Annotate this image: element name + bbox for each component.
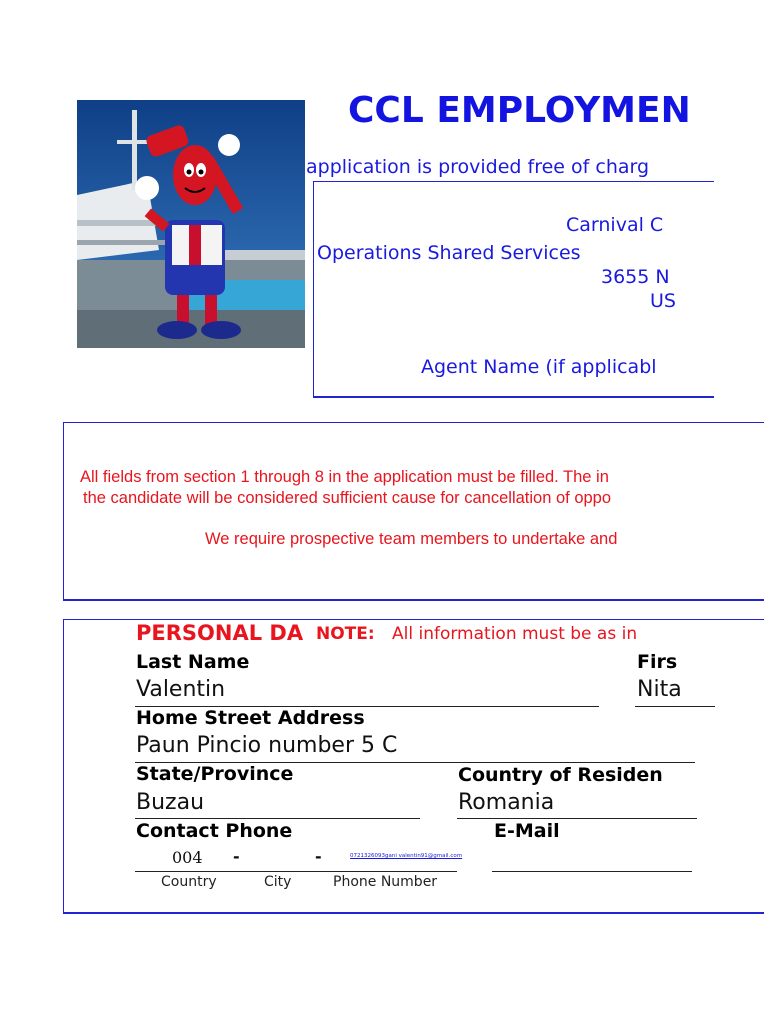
sub-label-phone-number: Phone Number (333, 874, 438, 890)
state-province-underline (135, 818, 420, 819)
notice-line-3: We require prospective team members to undertake and (205, 530, 618, 548)
phone-dash-1: - (233, 847, 240, 866)
page-title: CCL EMPLOYMEN (348, 90, 691, 131)
agent-name-label: Agent Name (if applicabl (421, 356, 657, 378)
first-name-underline (635, 706, 715, 707)
country-residence-underline (457, 818, 697, 819)
last-name-field[interactable]: Valentin (136, 677, 226, 702)
street-address-label: Home Street Address (136, 707, 365, 729)
state-province-field[interactable]: Buzau (136, 790, 205, 815)
country-residence-field[interactable]: Romania (458, 790, 555, 815)
section-title: PERSONAL DA (136, 621, 304, 645)
sub-label-city: City (264, 874, 292, 890)
email-label: E-Mail (494, 820, 560, 842)
contact-phone-label: Contact Phone (136, 820, 293, 842)
email-underline[interactable] (492, 871, 692, 872)
free-of-charge-note: application is provided free of charg (306, 156, 650, 178)
phone-country-field[interactable]: 004 (172, 848, 203, 867)
street-address-field[interactable]: Paun Pincio number 5 C (136, 733, 398, 758)
address-line-cut: Carnival C (566, 214, 664, 236)
note-text: All information must be as in (392, 624, 638, 644)
sub-label-country: Country (161, 874, 217, 890)
notice-box (63, 422, 764, 601)
note-label: NOTE: (316, 624, 375, 644)
phone-dash-2: - (315, 847, 322, 866)
phone-number-field[interactable]: 0721326093gani valentin91@gmail.com (350, 853, 463, 859)
state-province-label: State/Province (136, 763, 294, 785)
address-line-3: US (650, 290, 676, 312)
mascot-photo (77, 100, 305, 348)
country-residence-label: Country of Residen (458, 764, 663, 786)
last-name-label: Last Name (136, 651, 250, 673)
address-line-2: 3655 N (601, 266, 670, 288)
notice-line-1: All fields from section 1 through 8 in the application must be filled. The in (80, 468, 609, 486)
notice-line-2: the candidate will be considered sufficient cause for cancellation of oppo (83, 489, 612, 507)
phone-underline (135, 871, 457, 872)
address-line-1: Operations Shared Services (317, 242, 581, 264)
first-name-field[interactable]: Nita (637, 677, 682, 702)
first-name-label: Firs (637, 651, 678, 673)
